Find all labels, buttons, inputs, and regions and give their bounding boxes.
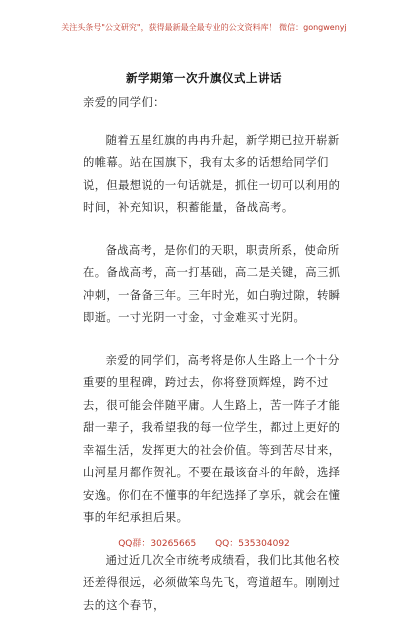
footer-qq-group: QQ群：30265665	[118, 539, 197, 549]
document-body	[83, 92, 345, 637]
salutation: 亲爱的同学们：	[83, 96, 165, 109]
footer-contact	[0, 536, 408, 549]
paragraph-1: 随着五星红旗的冉冉升起，新学期已拉开崭新的帷幕。站在国旗下，我有太多的话想给同学们说，但最想说的一句话就是，抓住一切可以利用的时间，补充知识，积蓄能量，备战高考。	[83, 133, 341, 214]
paragraph-3: 亲爱的同学们，高考将是你人生路上一个十分重要的里程碑，跨过去，你将登顶辉煌，跨不过去，很可能会伴随平庸。人生路上，苦一阵子才能甜一辈子，我希望我的每一位学生，都过上更好的幸福生活，发挥更大的社会价值。等到苦尽甘来，山河星月都作贺礼。不要在最该奋斗的年龄，选择安逸。你们在不懂事的年纪选择了享乐，就会在懂事的年纪承担后果。	[83, 353, 341, 524]
footer-qq-number: QQ：535304092	[215, 539, 290, 549]
paragraph-4: 通过近几次全市统考成绩看，我们比其他名校还差得很远，必须做笨鸟先飞，弯道超车。刚刚过去的这个春节，	[83, 553, 341, 612]
header-promo-note: 关注头条号"公文研究"，获得最新最全最专业的公文资料库！ 微信：gongwenyj	[61, 23, 347, 32]
document-title: 新学期第一次升旗仪式上讲话	[126, 71, 282, 85]
paragraph-2: 备战高考，是你们的天职，职责所系，使命所在。备战高考，高一打基础，高二是关键，高三抓冲刺，一备备三年。三年时光，如白驹过隙，转瞬即逝。一寸光阴一寸金，寸金难买寸光阴。	[83, 243, 341, 324]
